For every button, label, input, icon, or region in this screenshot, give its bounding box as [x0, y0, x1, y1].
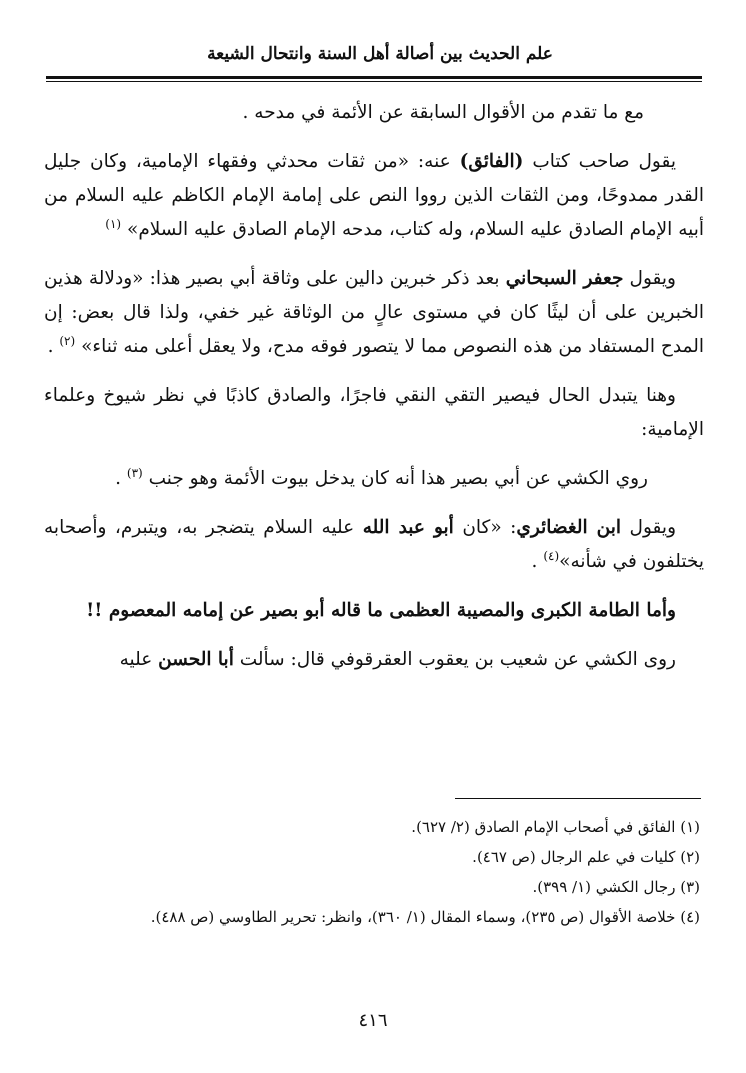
paragraph-6-quote: عليه السلام يتضجر به، ويتبرم، وأصحابه يختلفون في شأنه» [44, 517, 704, 572]
paragraph-6-text-mid: : «كان [453, 517, 517, 538]
paragraph-1-text: مع ما تقدم من الأقوال السابقة عن الأئمة في مدحه . [242, 102, 644, 123]
paragraph-3-quote: بعد ذكر خبرين دالين على وثاقة أبي بصير هذا: «ودلالة هذين الخبرين على أن ليثًا كان في مستوى عالٍ من الوثاقة غير خفي، ولذا قال بعض: إن المدح المستفاد من هذه النصوص مما لا يتصور فوقه مدح، ولا يعقل أعلى منه ثناء» [44, 268, 704, 357]
footnote-ref-4[interactable]: (٤) [543, 548, 560, 563]
name-abu-abdullah: أبو عبد الله [362, 517, 454, 538]
footnote-ref-3[interactable]: (٣) [126, 465, 143, 480]
book-title-al-faiq: (الفائق) [459, 151, 524, 172]
paragraph-2 [44, 145, 704, 247]
footnote-ref-1[interactable]: (١) [105, 216, 122, 231]
author-name-ghadairi: ابن الغضائري [516, 517, 622, 538]
paragraph-8-text-end: عليه [119, 649, 159, 670]
author-name-subhani: جعفر السبحاني [505, 268, 624, 289]
paragraph-5: روي الكشي عن أبي بصير هذا أنه كان يدخل بيوت الأئمة وهو جنب $^{(٣)}$ . [115, 465, 648, 489]
footnote-2: (٢) كليات في علم الرجال (ص ٤٦٧). [472, 848, 700, 866]
paragraph-2-text-start: يقول صاحب كتاب [523, 151, 676, 172]
header-rule-thin [46, 81, 702, 82]
paragraph-4-text: وهنا يتبدل الحال فيصير التقي النقي فاجرًا، والصادق كاذبًا في نظر شيوخ وعلماء الإمامية: [44, 385, 704, 440]
main-text [44, 96, 704, 692]
footnote-3: (٣) رجال الكشي (١/ ٣٩٩). [532, 878, 700, 896]
paragraph-8-text-start: روى الكشي عن شعيب بن يعقوب العقرقوفي قال: سألت [233, 649, 676, 670]
paragraph-5-text: روي الكشي عن أبي بصير هذا أنه كان يدخل بيوت الأئمة وهو جنب [148, 468, 648, 489]
paragraph-7-text: وأما الطامة الكبرى والمصيبة العظمى ما قاله أبو بصير عن إمامه المعصوم !! [86, 600, 676, 621]
paragraph-7 [44, 594, 704, 628]
paragraph-3-text-start: ويقول [623, 268, 676, 289]
header-rule [46, 76, 702, 79]
page-number: ٤١٦ [358, 1010, 388, 1031]
footnote-ref-2[interactable]: (٢) [59, 333, 76, 348]
paragraph-8 [44, 643, 704, 677]
footnote-separator [455, 798, 701, 799]
footnotes [48, 812, 700, 932]
footnote-1: (١) الفائق في أصحاب الإمام الصادق (٢/ ٦٢٧). [411, 818, 700, 836]
paragraph-4 [44, 379, 704, 447]
running-header-title: علم الحديث بين أصالة أهل السنة وانتحال الشيعة [207, 44, 553, 64]
paragraph-3: ويقول جعفر السبحاني بعد ذكر خبرين دالين على وثاقة أبي بصير هذا: «ودلالة هذين الخبرين على أن ليثًا كان في مستوى عالٍ من الوثاقة غير خفي، ولذا قال بعض: إن المدح المستفاد من هذه النصوص مما لا يتصور فوقه مدح، ولا يعقل أعلى منه ثناء» $^{(٢)}$ . [44, 268, 704, 357]
footnote-4: (٤) خلاصة الأقوال (ص ٢٣٥)، وسماء المقال (١/ ٣٦٠)، وانظر: تحرير الطاوسي (ص ٤٨٨). [150, 908, 700, 926]
name-abu-al-hasan: أبا الحسن [158, 649, 234, 670]
paragraph-1 [44, 96, 704, 130]
paragraph-6-text-start: ويقول [621, 517, 676, 538]
paragraph-6: ويقول ابن الغضائري: «كان أبو عبد الله عليه السلام يتضجر به، ويتبرم، وأصحابه يختلفون في شأنه»$^{(٤)}$ . [44, 517, 704, 572]
paragraph-2-quote: عنه: «من ثقات محدثي وفقهاء الإمامية، وكان جليل القدر ممدوحًا، ومن الثقات الذين رووا النص على إمامة الإمام الكاظم عليه السلام من أبيه الإمام الصادق عليه السلام، وله كتاب، مدحه الإمام الصادق عليه السلام» [44, 151, 704, 240]
